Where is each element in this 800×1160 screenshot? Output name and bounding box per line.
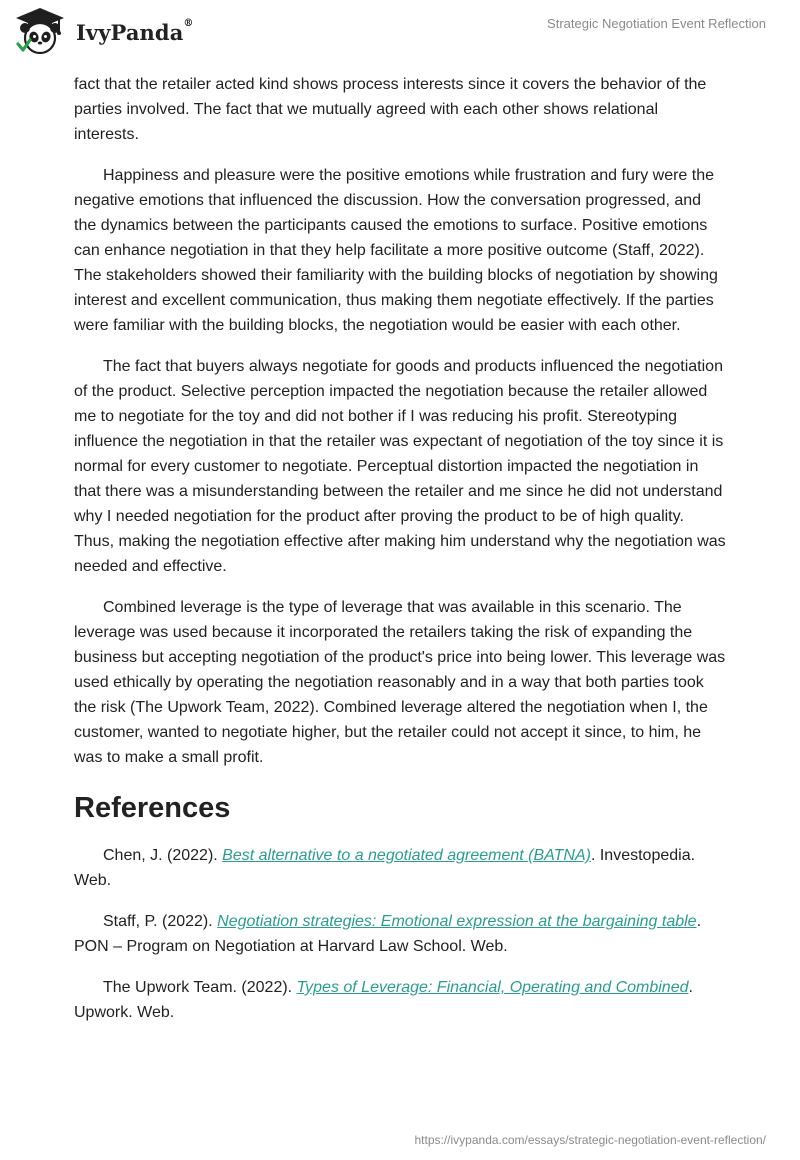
body-paragraph: fact that the retailer acted kind shows process interests since it covers the behavior of the parties involved. The fact that we mutually agreed with each other shows relational interests. [74, 76, 707, 143]
reference-citation: The Upwork Team. (2022). [103, 979, 297, 996]
brand-logo[interactable] [14, 6, 194, 58]
reference-item [74, 975, 726, 1025]
reference-source: . Upwork. Web. [74, 979, 693, 1021]
body-paragraph: The fact that buyers always negotiate for goods and products influenced the negotiation of the product. Selective perception impacted the negotiation because the retailer allowed me to negotiate for the toy and did not bother if I was reducing his profit. Stereotyping influence the negotiation in that the retailer was expectant of negotiation of the toy since it is normal for every customer to negotiate. Perceptual distortion impacted the negotiation in that there was a misunderstanding between the retailer and me since he did not understand why I needed negotiation for the product after proving the product to be of high quality. Thus, making the negotiation effective after making him understand why the negotiation was needed and effective. [74, 358, 726, 575]
document-title: Strategic Negotiation Event Reflection [547, 16, 766, 31]
reference-source: . Investopedia. Web. [74, 847, 696, 889]
reference-item [74, 909, 726, 959]
reference-citation: Chen, J. (2022). [103, 847, 223, 864]
essay-body [74, 72, 726, 1041]
reference-link[interactable]: Negotiation strategies: Emotional expression at the bargaining table [217, 913, 697, 930]
panda-graduate-logo-icon [14, 6, 66, 58]
reference-citation: Staff, P. (2022). [103, 913, 218, 930]
brand-name: IvyPanda® [76, 17, 194, 45]
references-heading: References [74, 792, 231, 824]
reference-item [74, 843, 726, 893]
reference-link[interactable]: Best alternative to a negotiated agreement (BATNA) [222, 847, 591, 864]
reference-source: . PON – Program on Negotiation at Harvard Law School. Web. [74, 913, 702, 955]
body-paragraph: Happiness and pleasure were the positive emotions while frustration and fury were the negative emotions that influenced the discussion. How the conversation progressed, and the dynamics between the participants caused the emotions to surface. Positive emotions can enhance negotiation in that they help facilitate a more positive outcome (Staff, 2022). The stakeholders showed their familiarity with the building blocks of negotiation by showing interest and excellent communication, thus making them negotiate effectively. If the parties were familiar with the building blocks, the negotiation would be easier with each other. [74, 167, 718, 334]
body-paragraph: Combined leverage is the type of leverage that was available in this scenario. The leverage was used because it incorporated the retailers taking the risk of expanding the business but accepting negotiation of the product's price into being lower. This leverage was used ethically by operating the negotiation reasonably and in a way that both parties took the risk (The Upwork Team, 2022). Combined leverage altered the negotiation when I, the customer, wanted to negotiate higher, but the retailer could not accept it since, to him, he was to make a small profit. [74, 599, 726, 766]
page-url[interactable]: https://ivypanda.com/essays/strategic-negotiation-event-reflection/ [414, 1133, 766, 1147]
page-header [0, 0, 800, 64]
reference-link[interactable]: Types of Leverage: Financial, Operating and Combined [296, 979, 689, 996]
